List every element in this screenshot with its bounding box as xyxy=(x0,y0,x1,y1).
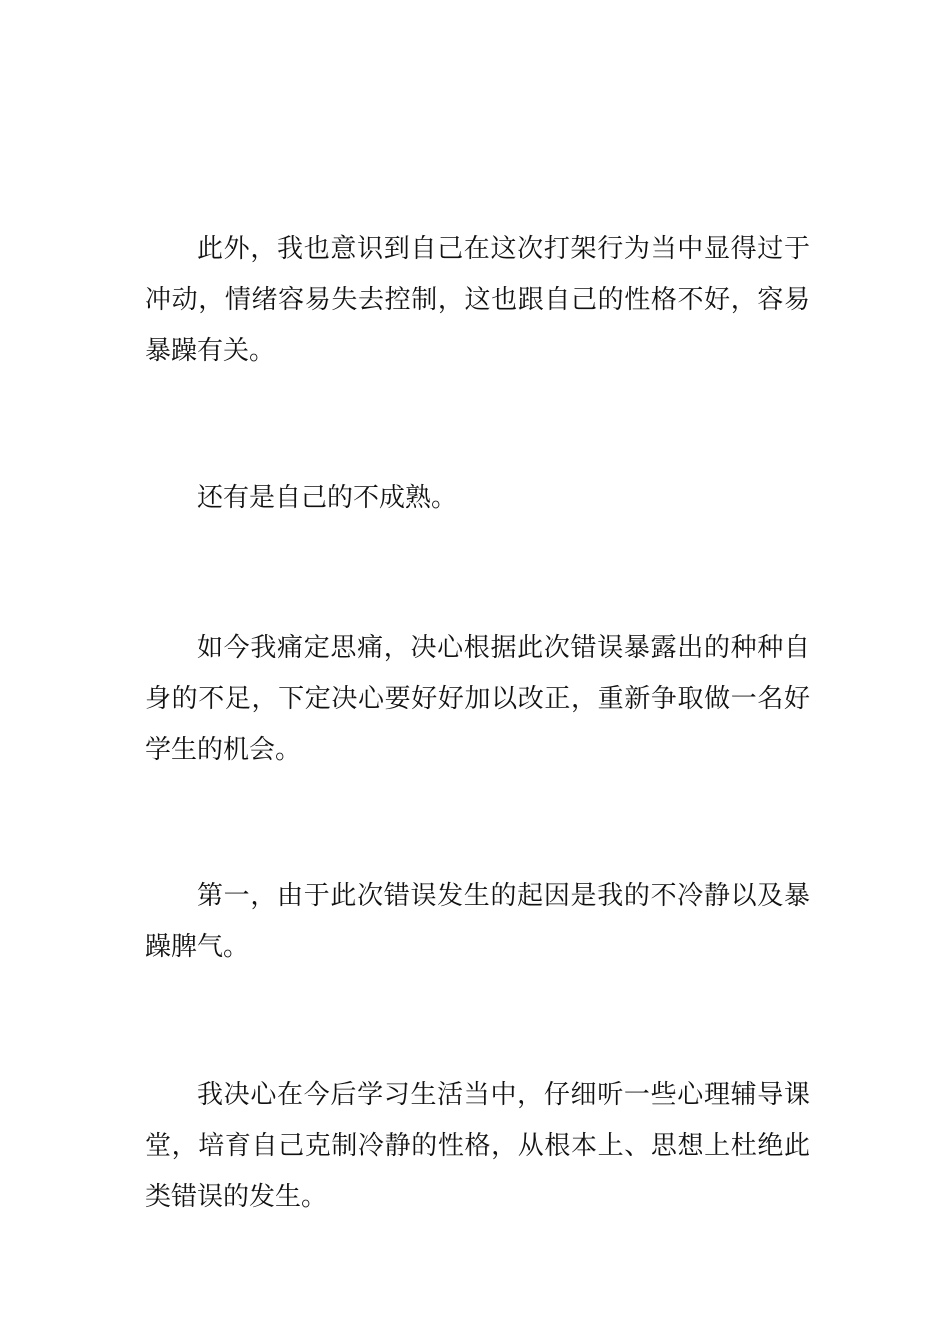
paragraph-4: 第一，由于此次错误发生的起因是我的不冷静以及暴躁脾气。 xyxy=(145,881,810,962)
paragraph-2: 还有是自己的不成熟。 xyxy=(197,483,458,513)
paragraph-1: 此外，我也意识到自己在这次打架行为当中显得过于冲动，情绪容易失去控制，这也跟自己的性格不好，容易暴躁有关。 xyxy=(145,234,810,366)
paragraph-5: 我决心在今后学习生活当中，仔细听一些心理辅导课堂，培育自己克制冷静的性格，从根本上、思想上杜绝此类错误的发生。 xyxy=(145,1080,810,1212)
paragraph-3: 如今我痛定思痛，决心根据此次错误暴露出的种种自身的不足，下定决心要好好加以改正，重新争取做一名好学生的机会。 xyxy=(145,633,810,765)
